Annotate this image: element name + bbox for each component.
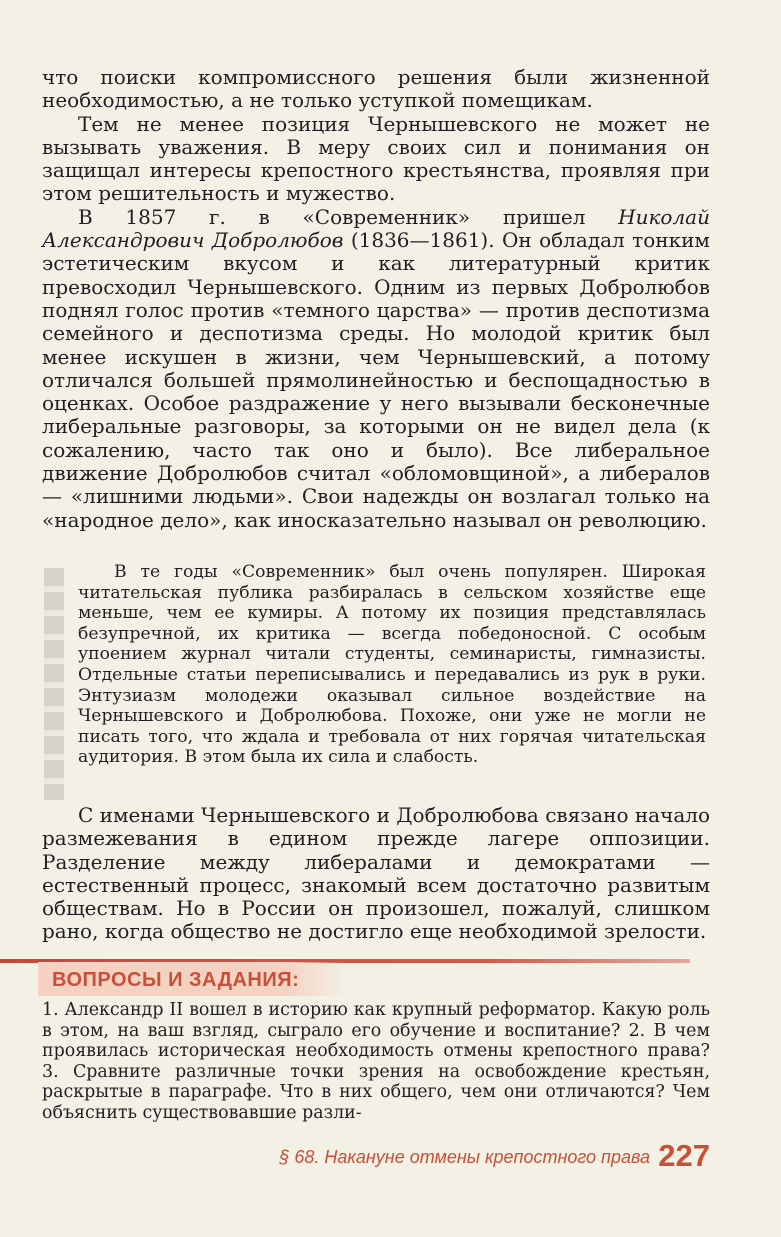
dobrolyubov-name: Николай Александрович Добролюбов [42,204,710,253]
questions-text: 1. Александр II вошел в историю как крупный реформатор. Какую роль в этом, на ваш взгляд, сыграло его обучение и воспитание? 2. В чем проявилась историческая необходимость отмены крепостного права? 3. Сравните различные точки зрения на освобождение крестьян, раскрытые в параграфе. Что в них общего, чем они отличаются? Чем объяснить существовавшие разли- [42,1000,710,1123]
page-number: 227 [658,1138,710,1173]
main-text-block [42,66,710,532]
questions-header [38,962,348,996]
main-text-block-2 [42,804,710,944]
paragraph-4: С именами Чернышевского и Добролюбова связано начало размежевания в едином прежде лагере оппозиции. Разделение между либералами и демократами — естественный процесс, знакомый всем достаточно развитым обществам. Но в России он произошел, пожалуй, слишком рано, когда общество не достигло еще необходимой зрелости. [42,803,710,944]
paragraph-3-rest: (1836—1861). Он обладал тонким эстетическим вкусом и как литературный критик превосходил Чернышевского. Одним из первых Добролюбов поднял голос против «темного царства» — против деспотизма семейного и деспотизма среды. Но молодой критик был менее искушен в жизни, чем Чернышевский, а потому отличался большей прямолинейностью и беспощадностью в оценках. Особое раздражение у него вызывали бесконечные либеральные разговоры, за которыми он не видел дела (к сожалению, часто так оно и было). Все либеральное движение Добролюбов считал «обломовщиной», а либералов — «лишними людьми». Свои надежды он возлагал только на «народное дело», как иносказательно называл он революцию. [42,228,710,532]
paragraph-3-start: В 1857 г. в «Современник» пришел [78,204,619,229]
page-footer [260,1138,710,1178]
aside-text: В те годы «Современник» был очень популярен. Широкая читательская публика разбиралась в сельском хозяйстве еще меньше, чем ее кумиры. А потому их позиция представлялась безупречной, их критика — всегда победоносной. С особым упоением журнал читали студенты, семинаристы, гимназисты. Отдельные статьи переписывались и передавались из рук в руки. Энтузиазм молодежи оказывал сильное воздействие на Чернышевского и Добролюбова. Похоже, они уже не могли не писать того, что ждала и требовала от них горячая читательская аудитория. В этом была их сила и слабость. [78,562,706,768]
aside-block [42,562,710,802]
paragraph-1: что поиски компромиссного решения были жизненной необходимостью, а не только уступкой помещикам. [42,65,710,113]
paragraph-3 [42,206,710,532]
footer-section-title: § 68. Накануне отмены крепостного права [279,1147,650,1167]
paragraph-2: Тем не менее позиция Чернышевского не может не вызывать уважения. В меру своих сил и понимания он защищал интересы крепостного крестьянства, проявляя при этом решительность и мужество. [42,111,710,206]
questions-header-label: ВОПРОСЫ И ЗАДАНИЯ: [52,969,300,991]
aside-decor-bar [44,568,64,800]
